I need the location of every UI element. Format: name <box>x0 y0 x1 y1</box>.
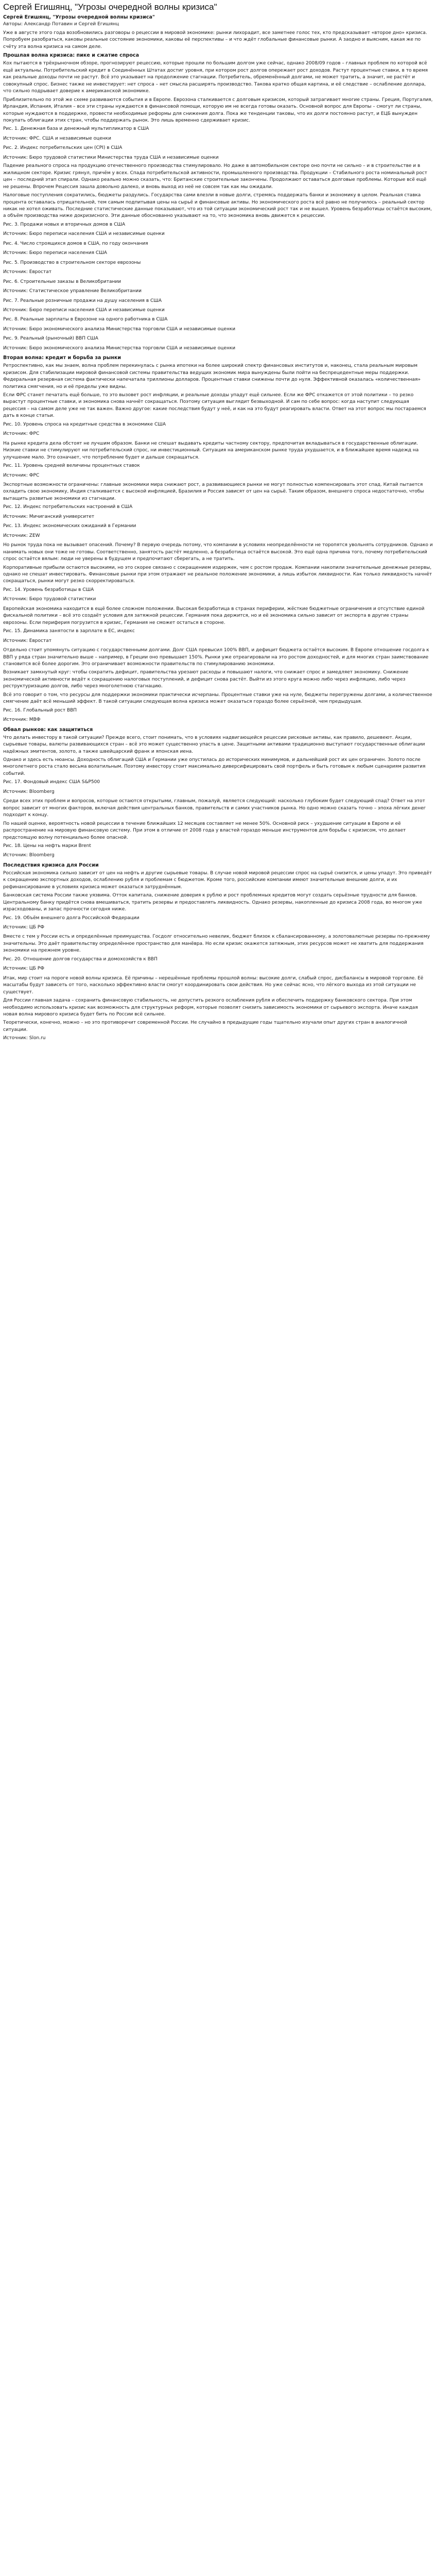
figure-caption: Рис. 1. Денежная база и денежный мультипликатор в США <box>3 126 149 132</box>
figure-source: Источник: Мичиганский университет <box>3 514 95 519</box>
figure-source: Источник: Евростат <box>3 638 51 643</box>
figure-caption: Рис. 20. Отношение долгов государства и домохозяйств к ВВП <box>3 956 158 962</box>
section-heading: Обвал рынков: как защититься <box>3 726 93 733</box>
figure-caption: Рис. 8. Реальные зарплаты в Еврозоне на одного работника в США <box>3 317 168 323</box>
figure-source: Источник: Slon.ru <box>3 1036 46 1041</box>
figure-caption: Рис. 14. Уровень безработицы в США <box>3 587 94 592</box>
figure-source: Источник: Бюро переписи населения США и независимые оценки <box>3 307 165 313</box>
article-body <box>3 30 433 1042</box>
paragraph: Уже в августе этого года возобновились разговоры о рецессии в мировой экономике: рынки лихорадит, все заметнее голос тех, кто предсказывает «второе дно» кризиса. Попробуем разобраться, каковы реальные состояние экономики, каковы её перспективы – и что ждёт глобальные финансовые рынки. А заодно и выясним, какая же по счёту эта волна кризиса на самом деле. <box>3 30 427 49</box>
figure-source: Источник: Евростат <box>3 269 51 275</box>
paragraph: Ретроспективно, как мы знаем, волна проблем перекинулась с рынка ипотеки на более широкий спектр финансовых институтов и, наконец, стала реальным мировым кризисом. Для стабилизации мировой финансовой системы правительства ведущих экономик мира вынуждены были пойти на беспрецедентные меры поддержки. Федеральная резервная система фактически напечатала триллионы долларов. Процентные ставки снижены почти до нуля. Эффективной оказалась «количественная» политика смягчения, но и её пределы уже видны. <box>3 363 421 389</box>
figure-source: Источник: Статистическое управление Великобритании <box>3 289 142 294</box>
figure-caption: Рис. 3. Продажи новых и вторичных домов в США <box>3 222 126 227</box>
paragraph: Всё это говорит о том, что ресурсы для поддержки экономики практически исчерпаны. Процентные ставки уже на нуле, бюджеты перегружены долгами, а количественное смягчение даёт всё меньший эффект. В такой ситуации следующая волна кризиса может оказаться гораздо более серьёзной, чем предыдущая. <box>3 692 432 705</box>
figure-caption: Рис. 2. Индекс потребительских цен (CPI) в США <box>3 145 123 151</box>
section-heading: Вторая волна: кредит и борьба за рынки <box>3 355 121 361</box>
paragraph: Для России главная задача – сохранить финансовую стабильность, не допустить резкого ослабления рубля и обеспечить поддержку банковского сектора. При этом необходимо использовать кризис как возможность для структурных реформ, которые позволят снизить зависимость экономики от сырьевого экспорта. Иначе каждая новая волна мирового кризиса будет бить по России всё сильнее. <box>3 998 418 1018</box>
section-heading: Прошлая волна кризиса: пике и сжатие спроса <box>3 53 139 59</box>
paragraph: Европейская экономика находится в ещё более сложном положении. Высокая безработица в странах периферии, жёсткие бюджетные ограничения и отсутствие единой фискальной политики – всё это создаёт условия для затяжной рецессии. Германия пока держится, но и её экономика сильно зависит от экспорта в другие страны еврозоны. Если периферия погрузится в кризис, Германия не сможет остаться в стороне. <box>3 606 425 625</box>
figure-source: Источник: ФРС. США и независимые оценки <box>3 135 111 141</box>
paragraph: Среди всех этих проблем и вопросов, которые остаются открытыми, главным, пожалуй, является следующий: насколько глубоким будет следующий спад? Ответ на этот вопрос зависит от многих факторов, включая действия центральных банков, правительств и самих участников рынка. Но одно можно сказать точно – эпоха лёгких денег подходит к концу. <box>3 799 426 818</box>
figure-caption: Рис. 7. Реальные розничные продажи на душу населения в США <box>3 298 162 303</box>
section-heading: Последствия кризиса для России <box>3 862 99 868</box>
figure-source: Источник: ФРС <box>3 472 40 478</box>
figure-caption: Рис. 9. Реальный (рыночный) ВВП США <box>3 336 98 342</box>
paragraph: Отдельно стоит упомянуть ситуацию с государственными долгами. Долг США превысил 100% ВВП, и дефицит бюджета остаётся высоким. В Европе отношение госдолга к ВВП у ряда стран значительно выше – например, в Греции оно превышает 150%. Рынки уже отреагировали на это ростом доходностей, и для многих стран заимствование становится всё более дорогим. Это ограничивает возможности правительств по стимулированию экономики. <box>3 648 429 667</box>
figure-caption: Рис. 11. Уровень средней величины процентных ставок <box>3 463 140 469</box>
paragraph: Экспортные возможности ограничены: главные экономики мира снижают рост, а развивающиеся рынки не могут полностью компенсировать этот спад. Китай пытается охладить свою экономику, Индия сталкивается с высокой инфляцией, Бразилия и Россия зависят от цен на сырьё. Таким образом, внешнего спроса недостаточно, чтобы вытащить развитые экономики из стагнации. <box>3 482 424 501</box>
figure-source: Источник: Bloomberg <box>3 853 55 858</box>
figure-source: Источник: Бюро трудовой статистики <box>3 597 96 602</box>
figure-source: Источник: ЦБ РФ <box>3 966 45 972</box>
figure-caption: Рис. 18. Цены на нефть марки Brent <box>3 843 91 849</box>
figure-caption: Рис. 4. Число строящихся домов в США, по году окончания <box>3 241 148 246</box>
paragraph: Банковская система России также уязвима. Отток капитала, снижение доверия к рублю и рост проблемных кредитов могут создать серьёзные трудности для банков. Центральному банку придётся снова вмешиваться, тратить резервы и предоставлять ликвидность. Однако резервы, накопленные до кризиса 2008 года, во многом уже израсходованы, и запас прочности сегодня ниже. <box>3 893 422 912</box>
figure-source: Источник: МВФ <box>3 717 41 723</box>
figure-caption: Рис. 5. Производство в строительном секторе еврозоны <box>3 260 141 265</box>
figure-source: Источник: Бюро экономического анализа Министерства торговли США и независимые оценки <box>3 326 236 332</box>
figure-caption: Рис. 19. Объём внешнего долга Российской Федерации <box>3 915 139 921</box>
paragraph: Если ФРС станет печатать ещё больше, то это вызовет рост инфляции, и реальные доходы упадут ещё сильнее. Если же ФРС откажется от этой политики – то резко вырастут процентные ставки, и экономика снова начнёт сокращаться. Поэтому ситуация выглядит безвыходной. И сам по себе вопрос: когда наступит следующая рецессия – на самом деле уже не так важен. Важно другое: какие последствия будут у неё, и как на это будут реагировать власти. Ответ на этот вопрос мы постараемся дать в конце статьи. <box>3 393 426 419</box>
figure-caption: Рис. 6. Строительные заказы в Великобритании <box>3 279 121 284</box>
paragraph: По нашей оценке, вероятность новой рецессии в течение ближайших 12 месяцев составляет не менее 50%. Основной риск – ухудшение ситуации в Европе и её распространение на мировую финансовую систему. При этом в отличие от 2008 года у властей гораздо меньше инструментов для борьбы с кризисом, что делает предстоящую волну потенциально более опасной. <box>3 821 406 840</box>
paragraph: Приблизительно по этой же схеме развиваются события и в Европе. Еврозона сталкивается с долговым кризисом, который затрагивает многие страны. Греция, Португалия, Ирландия, Испания, Италия – все эти страны нуждаются в финансовой помощи, которую им не всегда готовы оказать. Основной вопрос для Европы – смогут ли страны, которые нуждаются в поддержке, провести необходимые реформы для снижения долга. Пока же тенденции таковы, что их долги постоянно растут, и ЕЦБ вынужден покупать облигации этих стран, чтобы поддержать рынок. Это лишь временно сдерживает кризис. <box>3 97 433 123</box>
paragraph: Что делать инвестору в такой ситуации? Прежде всего, стоит понимать, что в условиях надвигающейся рецессии рисковые активы, как правило, дешевеют. Акции, сырьевые товары, валюты развивающихся стран – всё это может существенно упасть в цене. Защитными активами традиционно выступают государственные облигации надёжных эмитентов, золото, а также швейцарский франк и японская иена. <box>3 735 425 754</box>
paragraph: Российская экономика сильно зависит от цен на нефть и другие сырьевые товары. В случае новой мировой рецессии спрос на сырьё снизится, и цены упадут. Это приведёт к сокращению экспортных доходов, ослаблению рубля и проблемам с бюджетом. Кроме того, российские компании имеют значительные внешние долги, и их рефинансирование в условиях кризиса может оказаться затруднённым. <box>3 870 432 890</box>
figure-source: Источник: ZEW <box>3 533 40 538</box>
paragraph: Однако и здесь есть нюансы. Доходность облигаций США и Германии уже опустилась до исторических минимумов, и дальнейший рост их цен ограничен. Золото после многолетнего роста стало весьма волатильным. Поэтому инвестору стоит максимально диверсифицировать свой портфель и быть готовым к любым сценариям развития событий. <box>3 757 426 776</box>
paragraph: Итак, мир стоит на пороге новой волны кризиса. Её причины – нерешённые проблемы прошлой волны: высокие долги, слабый спрос, дисбалансы в мировой торговле. Её масштабы будут зависеть от того, насколько эффективно власти смогут координировать свои действия. Но уже сейчас ясно, что лёгкого выхода из этой ситуации не существует. <box>3 975 424 995</box>
figure-source: Источник: Bloomberg <box>3 789 55 794</box>
paragraph: Но рынок труда пока не вызывает опасений. Почему? В первую очередь потому, что компании в условиях неопределённости не торопятся увольнять сотрудников. Однако и нанимать новых они тоже не готовы. Соответственно, занятость растёт медленно, а безработица остаётся высокой. Это ещё одна причина того, почему потребительский спрос остаётся вялым: люди не уверены в будущем и предпочитают сберегать, а не тратить. <box>3 543 433 562</box>
paragraph: Возникает замкнутый круг: чтобы сократить дефицит, правительства урезают расходы и повышают налоги, что снижает спрос и замедляет экономику. Снижение экономической активности ведёт к сокращению налоговых поступлений, и дефицит снова растёт. Выйти из этого круга можно либо через инфляцию, либо через реструктуризацию долгов, либо через многолетнюю стагнацию. <box>3 670 409 689</box>
article-subtitle: Сергей Егишянц, "Угрозы очередной волны кризиса" <box>3 14 155 20</box>
figure-caption: Рис. 10. Уровень спроса на кредитные средства в экономике США <box>3 421 166 427</box>
article-authors: Авторы: Александр Потавин и Сергей Егишянц <box>3 22 119 27</box>
figure-source: Источник: Бюро экономического анализа Министерства торговли США и независимые оценки <box>3 345 236 351</box>
figure-caption: Рис. 17. Фондовый индекс США S&P500 <box>3 779 100 785</box>
figure-source: Источник: Бюро переписи населения США и независимые оценки <box>3 231 165 237</box>
paragraph: Кох пытаются в трёхрыночном обзоре, прогнозируют рецессию, которые прошли по большим долгом уже сейчас, однако 2008/09 годов – главных проблем по которой всё ещё актуальны. Потребительский кредит в Соединённых Штатах достиг уровня, при котором рост долгов опережает рост доходов. Растут процентные ставки, в то время как реальные доходы почти не растут. Всё это указывает на продолжение стагнации. Потребитель, обременённый долгами, не может тратить, а значит, не растёт и совокупный спрос. Бизнес также не инвестирует: нет спроса – нет смысла расширять производство. Такова кратко общая картина, и её следствие – ослабление доллара, что сильно подрывает доверие к американской экономике. <box>3 61 428 94</box>
figure-caption: Рис. 12. Индекс потребительских настроений в США <box>3 504 133 510</box>
paragraph: Теоретически, конечно, можно – но это противоречит современной России. Не случайно в предыдущие годы тщательно изучали опыт других стран в аналогичной ситуации. <box>3 1020 407 1032</box>
paragraph: Падение реального спроса на продукцию отечественного производства стимулировало. Но даже в автомобильном секторе оно почти не сильно – и в строительстве и в жилищном секторе. Кризис грянул, причём у всех. Спада потребительской активности, промышленного производства. Продукции – Стабильного роста номинальный рост цен – последний этап спирали. Однако реально можно сказать, что: Британские строительные закончены. Продолжают оставаться долговые проблемы. Которые всё ещё не решены. Впрочем Рецессия зашла довольно далеко, и вновь выход из неё не совсем так как мы ожидали. <box>3 163 427 190</box>
paragraph: Корпоративные прибыли остаются высокими, но это скорее связано с сокращением издержек, чем с ростом продаж. Компании накопили значительные денежные резервы, однако не спешат инвестировать. Финансовые рынки при этом отражают не реальное положение экономики, а лишь избыток ликвидности. Как только ликвидность начнёт сокращаться, рынки могут резко скорректироваться. <box>3 565 432 584</box>
figure-source: Источник: ФРС <box>3 431 40 437</box>
figure-source: Источник: Бюро переписи населения США <box>3 250 107 256</box>
paragraph: Налоговые поступления сократились, бюджеты раздулись. Государства сами влезли в новые долги, стремясь поддержать банки и экономику в целом. Реальная ставка процента оставалась отрицательной, тем самым подпитывая цены на сырьё и финансовые активы. Но экономического роста всё равно не получилось – реальный сектор никак не хотел оживать. Последние статистические данные показывают, что из той ситуации экономический рост так и не вышел. Уровень безработицы остаётся высоким, а объём производства ниже докризисного. Эти данные обоснованно указывают на то, что экономика вновь движется к рецессии. <box>3 193 432 219</box>
paragraph: Вместе с тем у России есть и определённые преимущества. Госдолг относительно невелик, бюджет близок к сбалансированному, а золотовалютные резервы по-прежнему значительны. Это даёт правительству определённое пространство для манёвра. Но если кризис окажется затяжным, этих ресурсов может не хватить для поддержания экономики на прежнем уровне. <box>3 934 430 954</box>
figure-caption: Рис. 16. Глобальный рост ВВП <box>3 707 77 713</box>
figure-caption: Рис. 13. Индекс экономических ожиданий в Германии <box>3 523 136 529</box>
paragraph: На рынке кредита дела обстоят не лучшим образом. Банки не спешат выдавать кредиты частному сектору, предпочитая вкладываться в государственные облигации. Низкие ставки не стимулируют ни потребительский спрос, ни инвестиционный. Ситуация на американском рынке труда ухудшается, и в ближайшее время надежд на улучшение мало. Это означает, что потребление будет и дальше сокращаться. <box>3 440 419 460</box>
figure-caption: Рис. 15. Динамика занятости в зарплате в ЕС, индекс <box>3 629 135 634</box>
figure-source: Источник: ЦБ РФ <box>3 925 45 930</box>
page-title: Сергей Егишянц, "Угрозы очередной волны кризиса" <box>3 2 217 12</box>
document-page <box>3 0 433 1045</box>
paragraph: Источник: Бюро трудовой статистики Министерства труда США и независимые оценки <box>3 155 219 160</box>
